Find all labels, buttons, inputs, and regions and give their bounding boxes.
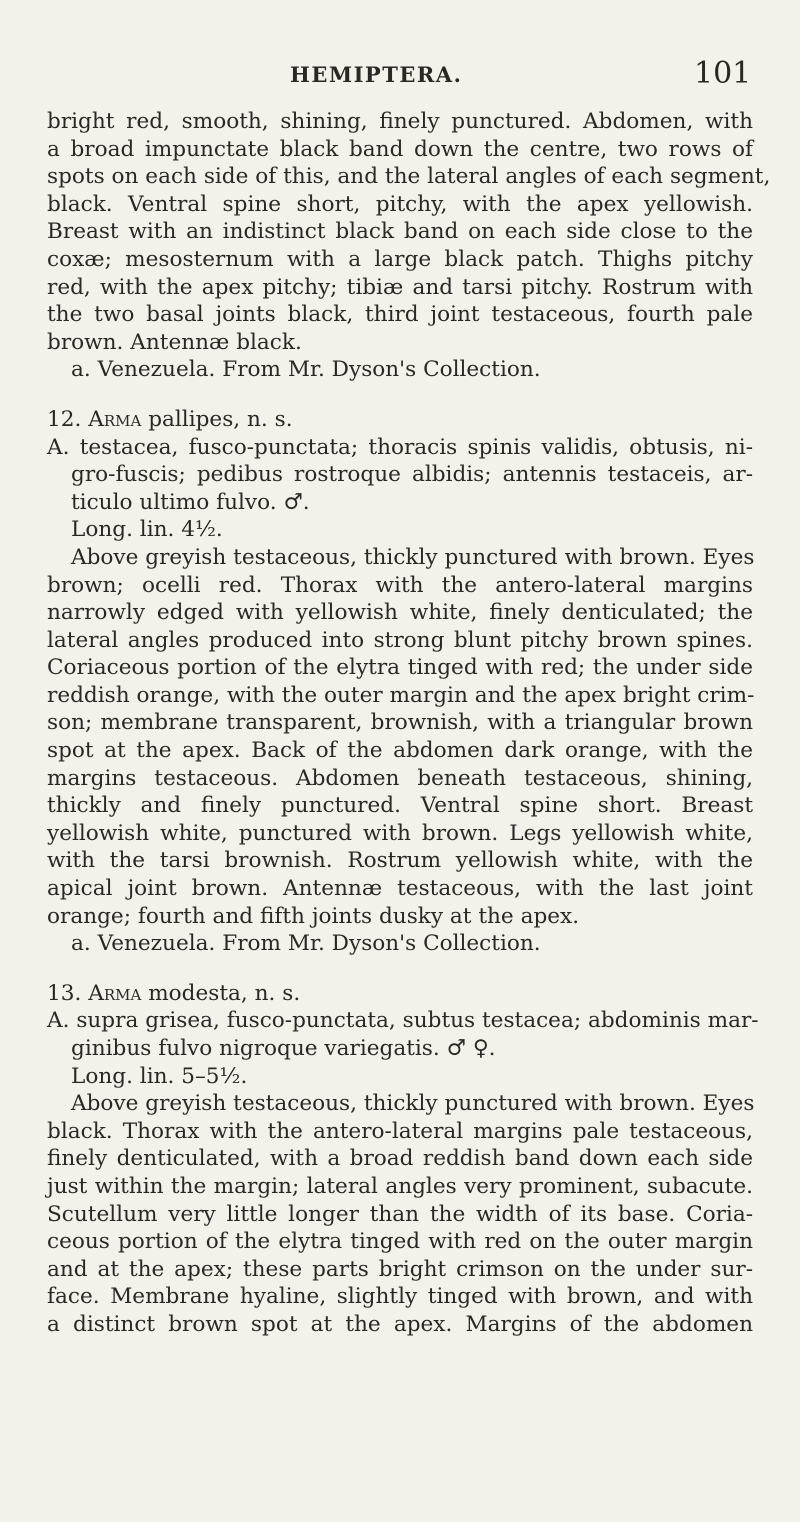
page-body bbox=[47, 108, 771, 1339]
description-line: face. Membrane hyaline, slightly tinged with brown, and with bbox=[47, 1284, 753, 1310]
measurement-line: Long. lin. 4½. bbox=[71, 517, 223, 543]
description-line: reddish orange, with the outer margin and the apex bright crim- bbox=[47, 682, 755, 708]
page-number: 101 bbox=[694, 56, 752, 91]
description-line: and at the apex; these parts bright crimson on the under sur- bbox=[47, 1256, 753, 1282]
description-line: a distinct brown spot at the apex. Margins of the abdomen bbox=[47, 1311, 753, 1337]
latin-diagnosis-line: ticulo ultimo fulvo. ♂. bbox=[71, 489, 310, 515]
description-line: just within the margin; lateral angles very prominent, subacute. bbox=[47, 1173, 753, 1199]
description-line: ceous portion of the elytra tinged with red on the outer margin bbox=[47, 1229, 753, 1255]
entry-11-continuation bbox=[47, 108, 771, 384]
genus-name: Arma bbox=[88, 980, 142, 1006]
genus-name: Arma bbox=[88, 406, 142, 432]
description-line: black. Thorax with the antero-lateral margins pale testaceous, bbox=[47, 1118, 753, 1144]
species-name: pallipes, n. s. bbox=[148, 406, 293, 432]
entry-13 bbox=[47, 980, 759, 1339]
description-line: Above greyish testaceous, thickly punctured with brown. Eyes bbox=[71, 1091, 755, 1117]
text-line: brown. Antennæ black. bbox=[47, 329, 302, 355]
description-line: Above greyish testaceous, thickly punctured with brown. Eyes bbox=[71, 544, 755, 570]
text-line: Breast with an indistinct black band on each side close to the bbox=[47, 219, 753, 245]
description-line: brown; ocelli red. Thorax with the antero-lateral margins bbox=[47, 572, 753, 598]
description-line: margins testaceous. Abdomen beneath testaceous, shining, bbox=[47, 765, 753, 791]
description-line: Scutellum very little longer than the width of its base. Coria- bbox=[47, 1201, 753, 1227]
description-line: apical joint brown. Antennæ testaceous, with the last joint bbox=[47, 876, 753, 902]
description-line: son; membrane transparent, brownish, with a triangular brown bbox=[47, 710, 753, 736]
text-line: coxæ; mesosternum with a large black patch. Thighs pitchy bbox=[47, 246, 753, 272]
latin-diagnosis-line: gro-fuscis; pedibus rostroque albidis; antennis testaceis, ar- bbox=[71, 462, 753, 488]
text-line: red, with the apex pitchy; tibiæ and tarsi pitchy. Rostrum with bbox=[47, 274, 753, 300]
measurement-line: Long. lin. 5–5½. bbox=[71, 1063, 248, 1089]
latin-diagnosis-line: A. testacea, fusco-punctata; thoracis spinis validis, obtusis, ni- bbox=[47, 434, 753, 460]
entry-12 bbox=[47, 406, 753, 958]
description-line: with the tarsi brownish. Rostrum yellowish white, with the bbox=[47, 848, 753, 874]
text-line: the two basal joints black, third joint testaceous, fourth pale bbox=[47, 302, 753, 328]
description-line: yellowish white, punctured with brown. Legs yellowish white, bbox=[47, 820, 753, 846]
text-line: a broad impunctate black band down the centre, two rows of bbox=[47, 136, 753, 162]
page-header bbox=[0, 56, 800, 96]
species-heading bbox=[47, 980, 753, 1008]
latin-diagnosis-line: ginibus fulvo nigroque variegatis. ♂ ♀. bbox=[71, 1036, 496, 1061]
running-head: HEMIPTERA. bbox=[290, 62, 463, 87]
description-line: thickly and finely punctured. Ventral spine short. Breast bbox=[47, 793, 753, 819]
description-line: Coriaceous portion of the elytra tinged with red; the under side bbox=[47, 655, 753, 681]
species-name: modesta, n. s. bbox=[148, 980, 301, 1006]
description-line: orange; fourth and fifth joints dusky at the apex. bbox=[47, 903, 580, 929]
locality-line: a. Venezuela. From Mr. Dyson's Collection. bbox=[71, 357, 541, 383]
text-line: black. Ventral spine short, pitchy, with the apex yellowish. bbox=[47, 191, 753, 217]
entry-number: 12. bbox=[47, 406, 82, 432]
description-line: spot at the apex. Back of the abdomen dark orange, with the bbox=[47, 738, 753, 764]
description-line: narrowly edged with yellowish white, finely denticulated; the bbox=[47, 600, 753, 626]
description-line: lateral angles produced into strong blunt pitchy brown spines. bbox=[47, 627, 753, 653]
species-heading bbox=[47, 406, 753, 434]
entry-number: 13. bbox=[47, 980, 82, 1006]
description-line: finely denticulated, with a broad reddish band down each side bbox=[47, 1146, 753, 1172]
text-line: spots on each side of this, and the lateral angles of each segment, bbox=[47, 164, 771, 190]
text-line: bright red, smooth, shining, finely punctured. Abdomen, with bbox=[47, 109, 753, 134]
locality-line: a. Venezuela. From Mr. Dyson's Collection. bbox=[71, 931, 541, 957]
latin-diagnosis-line: A. supra grisea, fusco-punctata, subtus testacea; abdominis mar- bbox=[47, 1008, 759, 1034]
